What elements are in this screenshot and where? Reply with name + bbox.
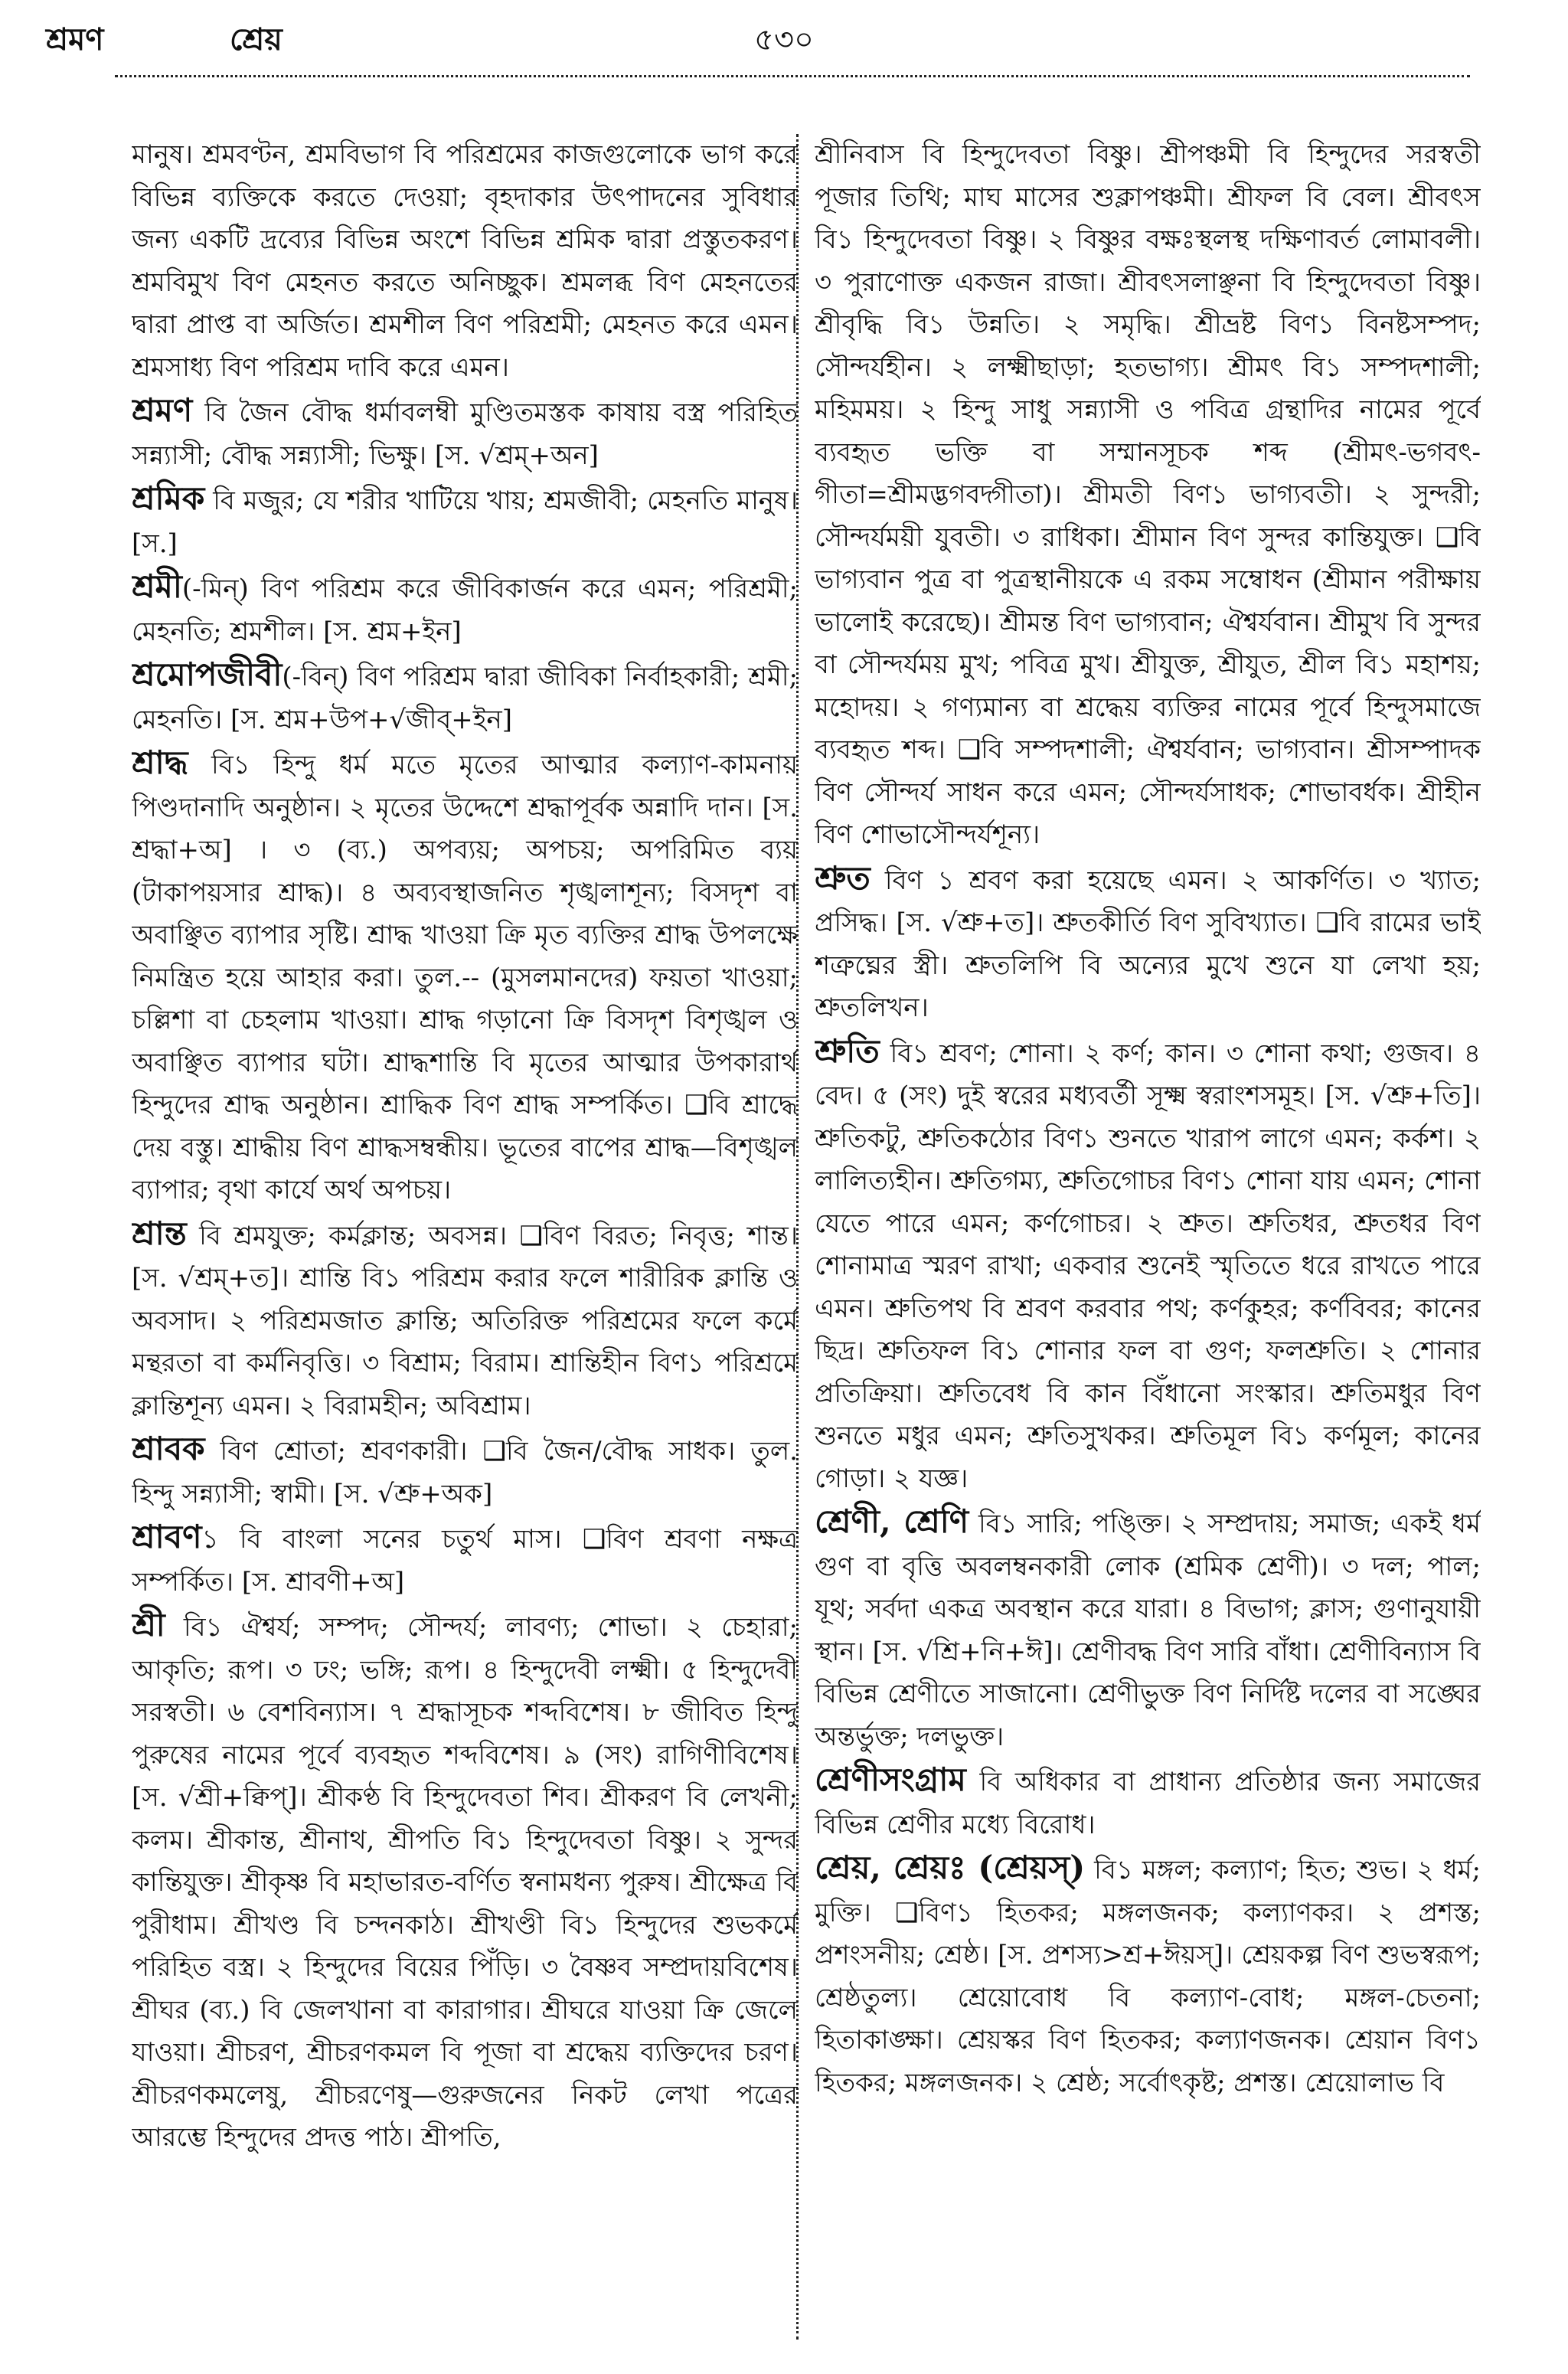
entry-term: শ্রুত xyxy=(815,858,871,897)
entry-text: বি১ ঐশ্বর্য; সম্পদ; সৌন্দর্য; লাবণ্য; শোভা। ২ চেহারা; আকৃতি; রূপ। ৩ ঢং; ভঙ্গি; রূপ। ৪ হিন্দুদেবী লক্ষ্মী। ৫ হিন্দুদেবী সরস্বতী। ৬ বেশবিন্যাস। ৭ শ্রদ্ধাসূচক শব্দবিশেষ। ৮ জীবিত হিন্দু পুরুষের নামের পূর্বে ব্যবহৃত শব্দবিশেষ। ৯ (সং) রাগিণীবিশেষ। [স. √শ্রী+ক্বিপ্]। শ্রীকণ্ঠ বি হিন্দুদেবতা শিব। শ্রীকরণ বি লেখনী; কলম। শ্রীকান্ত, শ্রীনাথ, শ্রীপতি বি১ হিন্দুদেবতা বিষ্ণু। ২ সুন্দর কান্তিযুক্ত। শ্রীকৃষ্ণ বি মহাভারত-বর্ণিত স্বনামধন্য পুরুষ। শ্রীক্ষেত্র বি পুরীধাম। শ্রীখণ্ড বি চন্দনকাঠ। শ্রীখণ্ডী বি১ হিন্দুদের শুভকর্মে পরিহিত বস্ত্র। ২ হিন্দুদের বিয়ের পিঁড়ি। ৩ বৈষ্ণব সম্প্রদায়বিশেষ। শ্রীঘর (ব্য.) বি জেলখানা বা কারাগার। শ্রীঘরে যাওয়া ক্রি জেলে যাওয়া। শ্রীচরণ, শ্রীচরণকমল বি পূজা বা শ্রদ্ধেয় ব্যক্তিদের চরণ। শ্রীচরণকমলেষু, শ্রীচরণেষু—গুরুজনের নিকট লেখা পত্রের আরম্ভে হিন্দুদের প্রদত্ত পাঠ। শ্রীপতি, xyxy=(132,1612,798,2153)
dictionary-entry xyxy=(132,1427,798,1516)
entry-text: ১ বি বাংলা সনের চতুর্থ মাস। ❑বিণ শ্রবণা নক্ষত্র সম্পর্কিত। [স. শ্রাবণী+অ] xyxy=(132,1524,798,1597)
entry-text: বি শ্রমযুক্ত; কর্মক্লান্ত; অবসন্ন। ❑বিণ বিরত; নিবৃত্ত; শান্ত। [স. √শ্রম্+ত]। শ্রান্তি বি১ পরিশ্রম করার ফলে শারীরিক ক্লান্তি ও অবসাদ। ২ পরিশ্রমজাত ক্লান্তি; অতিরিক্ত পরিশ্রমের ফলে কর্মে মন্থরতা বা কর্মনিবৃত্তি। ৩ বিশ্রাম; বিরাম। শ্রান্তিহীন বিণ১ পরিশ্রমে ক্লান্তিশূন্য এমন। ২ বিরামহীন; অবিশ্রাম। xyxy=(132,1220,798,1421)
entry-text: বি১ সারি; পঙ্ক্তি। ২ সম্প্রদায়; সমাজ; একই ধর্ম গুণ বা বৃত্তি অবলম্বনকারী লোক (শ্রমিক শ্রেণী)। ৩ দল; পাল; যূথ; সর্বদা একত্র অবস্থান করে যারা। ৪ বিভাগ; ক্লাস; গুণানুযায়ী স্থান। [স. √শ্রি+নি+ঈ]। শ্রেণীবদ্ধ বিণ সারি বাঁধা। শ্রেণীবিন্যাস বি বিভিন্ন শ্রেণীতে সাজানো। শ্রেণীভুক্ত বিণ নির্দিষ্ট দলের বা সঙ্ঘের অন্তর্ভুক্ত; দলভুক্ত। xyxy=(815,1509,1481,1752)
dictionary-entry xyxy=(815,1030,1481,1501)
entry-text: বি অধিকার বা প্রাধান্য প্রতিষ্ঠার জন্য সমাজের বিভিন্ন শ্রেণীর মধ্যে বিরোধ। xyxy=(815,1767,1481,1840)
entry-term: শ্রাবণ xyxy=(132,1518,202,1555)
dictionary-entry xyxy=(815,857,1481,1030)
entry-term: শ্রমিক xyxy=(132,479,205,517)
entry-term: শ্রী xyxy=(132,1606,165,1643)
dictionary-entry xyxy=(132,653,798,741)
entry-term: শ্রুতি xyxy=(815,1032,880,1070)
dictionary-entry xyxy=(815,1758,1481,1846)
page-number: ৫৩০ xyxy=(754,22,814,57)
entry-term: শ্রেণী, শ্রেণি xyxy=(815,1503,969,1540)
guide-word-first: শ্রমণ xyxy=(46,21,104,57)
entry-text: বি মজুর; যে শরীর খাটিয়ে খায়; শ্রমজীবী; মেহনতি মানুষ। [স.] xyxy=(132,486,798,559)
entry-text: বি জৈন বৌদ্ধ ধর্মাবলম্বী মুণ্ডিতমস্তক কাষায় বস্ত্র পরিহিত সন্ন্যাসী; বৌদ্ধ সন্ন্যাসী; ভিক্ষু। [স. √শ্রম্+অন] xyxy=(132,397,798,471)
entry-text: বি১ মঙ্গল; কল্যাণ; হিত; শুভ। ২ ধর্ম; মুক্তি। ❑বিণ১ হিতকর; মঙ্গলজনক; কল্যাণকর। ২ প্রশস্ত; প্রশংসনীয়; শ্রেষ্ঠ। [স. প্রশস্য>শ্র+ঈয়স্]। শ্রেয়কল্প বিণ শুভস্বরূপ; শ্রেষ্ঠতুল্য। শ্রেয়োবোধ বি কল্যাণ-বোধ; মঙ্গল-চেতনা; হিতাকাঙ্ক্ষা। শ্রেয়স্কর বিণ হিতকর; কল্যাণজনক। শ্রেয়ান বিণ১ হিতকর; মঙ্গলজনক। ২ শ্রেষ্ঠ; সর্বোৎকৃষ্ট; প্রশস্ত। শ্রেয়োলাভ বি xyxy=(815,1855,1481,2098)
page-header xyxy=(0,15,1568,100)
guide-word-last: শ্রেয় xyxy=(230,21,283,57)
entry-term: শ্রান্ত xyxy=(132,1214,187,1252)
dictionary-entry xyxy=(132,565,798,653)
entry-text: (-মিন্) বিণ পরিশ্রম করে জীবিকার্জন করে এমন; পরিশ্রমী; মেহনতি; শ্রমশীল। [স. শ্রম+ইন] xyxy=(132,574,798,647)
left-column xyxy=(132,134,798,2340)
dictionary-entry xyxy=(815,134,1481,857)
entry-text: বিণ ১ শ্রবণ করা হয়েছে এমন। ২ আকর্ণিত। ৩ খ্যাত; প্রসিদ্ধ। [স. √শ্রু+ত]। শ্রুতকীর্তি বিণ সুবিখ্যাত। ❑বি রামের ভাই শত্রুঘ্নের স্ত্রী। শ্রুতলিপি বি অন্যের মুখে শুনে যা লেখা হয়; শ্রুতলিখন। xyxy=(815,865,1481,1023)
entry-term: শ্রেণীসংগ্রাম xyxy=(815,1761,966,1798)
entry-text: মানুষ। শ্রমবণ্টন, শ্রমবিভাগ বি পরিশ্রমের কাজগুলোকে ভাগ করে বিভিন্ন ব্যক্তিকে করতে দেওয়া; বৃহদাকার উৎপাদনের সুবিধার জন্য একটি দ্রব্যের বিভিন্ন অংশে বিভিন্ন শ্রমিক দ্বারা প্রস্তুতকরণ। শ্রমবিমুখ বিণ মেহনত করতে অনিচ্ছুক। শ্রমলব্ধ বিণ মেহনতের দ্বারা প্রাপ্ত বা অর্জিত। শ্রমশীল বিণ পরিশ্রমী; মেহনত করে এমন। শ্রমসাধ্য বিণ পরিশ্রম দাবি করে এমন। xyxy=(132,139,798,383)
dictionary-entry xyxy=(815,1846,1481,2104)
entry-term: শ্রাবক xyxy=(132,1430,205,1467)
dictionary-entry xyxy=(132,1516,798,1604)
dictionary-entry xyxy=(132,134,798,389)
dictionary-entry xyxy=(132,741,798,1212)
entry-text: বিণ শ্রোতা; শ্রবণকারী। ❑বি জৈন/বৌদ্ধ সাধক। তুল. হিন্দু সন্ন্যাসী; স্বামী। [স. √শ্রু+অক] xyxy=(132,1436,798,1509)
dictionary-entry xyxy=(132,1604,798,2160)
entry-term: শ্রেয়, শ্রেয়ঃ (শ্রেয়স্) xyxy=(815,1849,1086,1886)
entry-text: (-বিন্) বিণ পরিশ্রম দ্বারা জীবিকা নির্বাহকারী; শ্রমী; মেহনতি। [স. শ্রম+উপ+√জীব্+ইন] xyxy=(132,662,798,735)
entry-term: শ্রমী xyxy=(132,567,182,605)
dictionary-entry xyxy=(132,1212,798,1428)
column-divider xyxy=(796,134,799,2340)
entry-term: শ্রমণ xyxy=(132,391,193,429)
entry-term: শ্রাদ্ধ xyxy=(132,744,188,781)
dictionary-entry xyxy=(132,477,798,565)
header-rule xyxy=(115,75,1470,77)
right-column xyxy=(815,134,1481,2340)
entry-term: শ্রমোপজীবী xyxy=(132,656,283,693)
dictionary-entry xyxy=(815,1500,1481,1758)
entry-text: বি১ শ্রবণ; শোনা। ২ কর্ণ; কান। ৩ শোনা কথা; গুজব। ৪ বেদ। ৫ (সং) দুই স্বরের মধ্যবর্তী সূক্ষ্ম স্বরাংশসমূহ। [স. √শ্রু+তি]। শ্রুতিকটু, শ্রুতিকঠোর বিণ১ শুনতে খারাপ লাগে এমন; কর্কশ। ২ লালিত্যহীন। শ্রুতিগম্য, শ্রুতিগোচর বিণ১ শোনা যায় এমন; শোনা যেতে পারে এমন; কর্ণগোচর। ২ শ্রুত। শ্রুতিধর, শ্রুতধর বিণ শোনামাত্র স্মরণ রাখা; একবার শুনেই স্মৃতিতে ধরে রাখতে পারে এমন। শ্রুতিপথ বি শ্রবণ করবার পথ; কর্ণকুহর; কর্ণবিবর; কানের ছিদ্র। শ্রুতিফল বি১ শোনার ফল বা গুণ; ফলশ্রুতি। ২ শোনার প্রতিক্রিয়া। শ্রুতিবেধ বি কান বিঁধানো সংস্কার। শ্রুতিমধুর বিণ শুনতে মধুর এমন; শ্রুতিসুখকর। শ্রুতিমূল বি১ কর্ণমূল; কানের গোড়া। ২ যজ্ঞ। xyxy=(815,1038,1481,1494)
entry-text: শ্রীনিবাস বি হিন্দুদেবতা বিষ্ণু। শ্রীপঞ্চমী বি হিন্দুদের সরস্বতী পূজার তিথি; মাঘ মাসের শুক্লাপঞ্চমী। শ্রীফল বি বেল। শ্রীবৎস বি১ হিন্দুদেবতা বিষ্ণু। ২ বিষ্ণুর বক্ষঃস্থলস্থ দক্ষিণাবর্ত লোমাবলী। ৩ পুরাণোক্ত একজন রাজা। শ্রীবৎসলাঞ্ছনা বি হিন্দুদেবতা বিষ্ণু। শ্রীবৃদ্ধি বি১ উন্নতি। ২ সমৃদ্ধি। শ্রীভ্রষ্ট বিণ১ বিনষ্টসম্পদ; সৌন্দর্যহীন। ২ লক্ষ্মীছাড়া; হতভাগ্য। শ্রীমৎ বি১ সম্পদশালী; মহিমময়। ২ হিন্দু সাধু সন্ন্যাসী ও পবিত্র গ্রন্থাদির নামের পূর্বে ব্যবহৃত ভক্তি বা সম্মানসূচক শব্দ (শ্রীমৎ-ভগবৎ-গীতা=শ্রীমদ্ভগবদ্গীতা)। শ্রীমতী বিণ১ ভাগ্যবতী। ২ সুন্দরী; সৌন্দর্যময়ী যুবতী। ৩ রাধিকা। শ্রীমান বিণ সুন্দর কান্তিযুক্ত। ❑বি ভাগ্যবান পুত্র বা পুত্রস্থানীয়কে এ রকম সম্বোধন (শ্রীমান পরীক্ষায় ভালোই করেছে)। শ্রীমন্ত বিণ ভাগ্যবান; ঐশ্বর্যবান। শ্রীমুখ বি সুন্দর বা সৌন্দর্যময় মুখ; পবিত্র মুখ। শ্রীযুক্ত, শ্রীযুত, শ্রীল বি১ মহাশয়; মহোদয়। ২ গণ্যমান্য বা শ্রদ্ধেয় ব্যক্তির নামের পূর্বে হিন্দুসমাজে ব্যবহৃত শব্দ। ❑বি সম্পদশালী; ঐশ্বর্যবান; ভাগ্যবান। শ্রীসম্পাদক বিণ সৌন্দর্য সাধন করে এমন; সৌন্দর্যসাধক; শোভাবর্ধক। শ্রীহীন বিণ শোভাসৌন্দর্যশূন্য। xyxy=(815,139,1481,850)
entry-text: বি১ হিন্দু ধর্ম মতে মৃতের আত্মার কল্যাণ-কামনায় পিণ্ডদানাদি অনুষ্ঠান। ২ মৃতের উদ্দেশে শ্রদ্ধাপূর্বক অন্নাদি দান। [স. শ্রদ্ধা+অ] । ৩ (ব্য.) অপব্যয়; অপচয়; অপরিমিত ব্যয় (টাকাপয়সার শ্রাদ্ধ)। ৪ অব্যবস্থাজনিত শৃঙ্খলাশূন্য; বিসদৃশ বা অবাঞ্ছিত ব্যাপার সৃষ্টি। শ্রাদ্ধ খাওয়া ক্রি মৃত ব্যক্তির শ্রাদ্ধ উপলক্ষে নিমন্ত্রিত হয়ে আহার করা। তুল.-- (মুসলমানদের) ফয়তা খাওয়া; চল্লিশা বা চেহলাম খাওয়া। শ্রাদ্ধ গড়ানো ক্রি বিসদৃশ বিশৃঙ্খল ও অবাঞ্ছিত ব্যাপার ঘটা। শ্রাদ্ধশান্তি বি মৃতের আত্মার উপকারার্থ হিন্দুদের শ্রাদ্ধ অনুষ্ঠান। শ্রাদ্ধিক বিণ শ্রাদ্ধ সম্পর্কিত। ❑বি শ্রাদ্ধে দেয় বস্তু। শ্রাদ্ধীয় বিণ শ্রাদ্ধসম্বন্ধীয়। ভূতের বাপের শ্রাদ্ধ—বিশৃঙ্খল ব্যাপার; বৃথা কার্যে অর্থ অপচয়। xyxy=(132,750,798,1205)
dictionary-entry xyxy=(132,389,798,477)
